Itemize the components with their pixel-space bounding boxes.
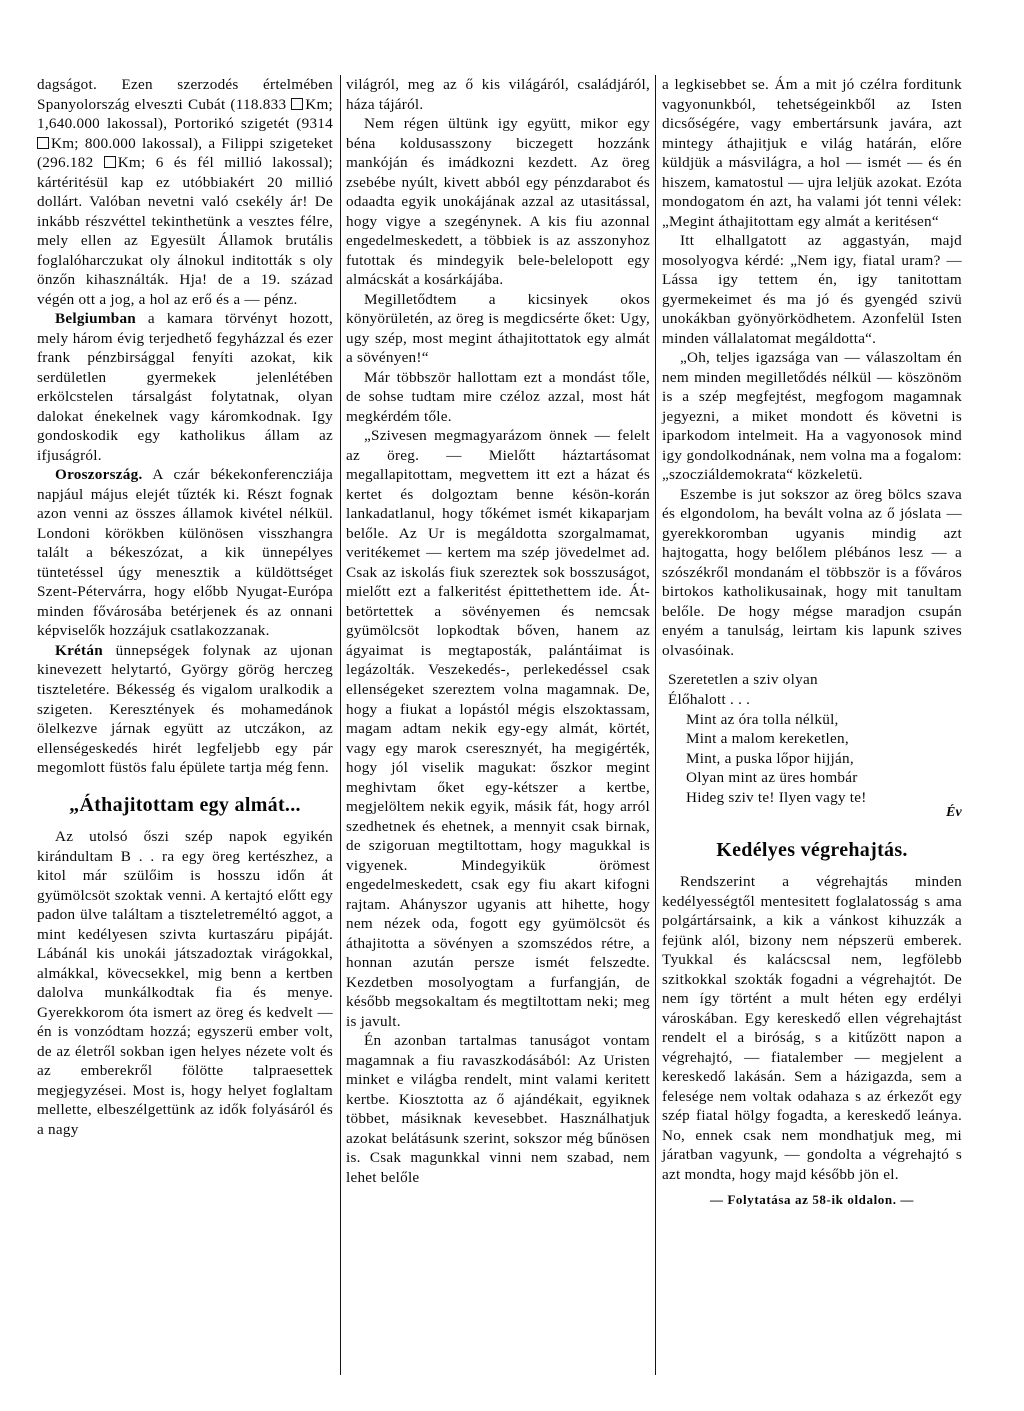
poem-line: Mint az óra tolla nélkül, bbox=[686, 710, 839, 728]
story-paragraph: Eszembe is jut sokszor az öreg bölcs szava és elgondolom, ha bevált volna az ő jóslata — gyerekkoromban ugyanis mindig azt hajtogatta, hogy belőlem plébános lesz — a szószékről mondanám el többször is a főváros birtokos katholikusainak, hogy mit tanultam belőle. De hogy mégse maradjon csupán enyém a tanulság, leirtam kis lapunk szives olvasóinak. bbox=[662, 485, 962, 659]
story-paragraph: Már többször hallottam ezt a mondást tőle, de sohse tudtam mire czéloz azzal, most hát megkérdém tőle. bbox=[346, 368, 650, 425]
poem-line: Mint, a puska lőpor hijján, bbox=[686, 749, 854, 767]
news-paragraph-belgium: Belgiumban a kamara törvényt hozott, mely három évig terjedhető fegyházzal és ezer frank pénzbirsággal fenyíti azokat, kik serdületlen gyermekek jelenlétében erkölcstelen társalgást folytatnak, olyan dalokat énekelnek vagy káromkodnak. Igy gondoskodik egy katholikus állam az ifjuságról. bbox=[37, 310, 333, 464]
column-1 bbox=[37, 75, 333, 1139]
story-paragraph: Megilletődtem a kicsinyek okos könyörületén, az öreg is megdicsérte őket: Ugy, ugy szép, most megint áthajitottatok egy almát a sövényen!“ bbox=[346, 290, 650, 367]
story-paragraph: Én azonban tartalmas tanuságot vontam magamnak a fiu ravaszkodásából: Az Uristen minket e világba rendelt, mint valami keritett kertbe. Kiosztotta az ő ajándékait, egyiknek többet, másiknak kevesebbet. Használhatjuk azokat belátásunk szerint, sokszor még bűnösen is. Csak magunkkal vinni nem szabad, nem lehet belőle bbox=[346, 1032, 650, 1186]
story-paragraph: a legkisebbet se. Ám a mit jó czélra forditunk vagyonunkból, tehetségeinkből az Isten dicsőségére, vagy embertársunk javára, azt mintegy áthajitjuk e világ határán, előre küldjük a másvilágra, a hol — ismét — és én hiszem, kamatostul — ujra leljük azokat. Ezóta mondogatom én azt, ha valami jót tenni vélek: „Megint áthajitottam egy almát a keritésen“ bbox=[662, 76, 962, 230]
column-2 bbox=[346, 75, 650, 1187]
story-paragraph: „Szivesen megmagyarázom önnek — felelt az öreg. — Mielőtt háztartásomat megallapitottam, megvettem itt ezt a házat és kertet és dolgoztam benne késön-korán lankadatlanul, hogy tőkémet ismét kikaparjam belőle. Az Ur is megáldotta szorgalmamat, veritékemet — kertem ma szép jövedelmet ad. Csak az iskolás fiuk szereztek sok bosszuságot, mielőtt ezt a falkeritést épittethettem ide. Át-betörtettek a sövényemen és nemcsak gyümölcsöt lopkodtak bőven, hanem az ágyaimat is megtaposták, palántáimat is legázolták. Veszekedés-, perlekedéssel csak ellenségeket szereztem volna magamnak. De, hogy a fiukat a lopástól mégis elszoktassam, magam adtam nekik egy-egy almát, körtét, vagy egy marok cseresznyét, ha megigérték, hogy jól viselik magukat: őszkor megint meghivtam őket egy-kétszer a kertbe, megjelöltem nekik egyik, másik fát, hogy arról szedhetnek és ehetnek, a mennyit csak birnak, de szigoruan megtiltottam, hogy magukkal is vigyenek. Mindegyikük örömest engedelmeskedett, csak egy fiu akart kifogni rajtam. Ahányszor ugyanis att hihette, hogy nem nézek oda, fogott egy gyümölcsöt és áthajitotta a sövényen a szomszédos rétre, a honnan azután persze ismét felszedte. Kezdetben mosolyogtam a furfangján, de később megsokaltam és megtiltottam neki; meg is javult. bbox=[346, 427, 650, 1030]
signature: Év bbox=[945, 805, 962, 821]
story-title: „Áthajitottam egy almát... bbox=[69, 793, 301, 816]
column-divider bbox=[340, 75, 341, 1375]
square-symbol-icon bbox=[104, 156, 116, 168]
section-title: Kedélyes végrehajtás. bbox=[716, 838, 908, 861]
poem bbox=[662, 670, 962, 807]
story-paragraph: világról, meg az ő kis világáról, családjáról, háza tájáról. bbox=[346, 76, 650, 113]
section-paragraph: Rendszerint a végrehajtás minden kedélyességtől mentesitett foglalatosság s ama polgártársaink, a kik a vánkost kihuzzák a fejünk alól, bizony nem népszerü emberek. Tyukkal és kalácscsal nem, legfölebb szitkokkal szokták fogadni a végrehajtót. De nem így történt a mult héten egy erdélyi városkában. Egy kereskedő ellen végrehajtást rendelt el a biróság, s a kitűzött napon a végrehajtó, — fiatalember — megjelent a kereskedő lakásán. Sem a házigazda, sem a felesége nem voltak odahaza s az érkezőt egy szép fiatal hölgy fogadta, a kereskedő leánya. No, ennek csak nem mondhatjuk meg, mi járatban vagyunk, — gondolta a végrehajtó s azt mondta, hogy majd később jön el. bbox=[662, 873, 962, 1183]
story-paragraph: „Oh, teljes igazsága van — válaszoltam én nem minden megilletődés nélkül — köszönöm is a szép megfejtést, megfogom magamnak jegyezni, a miket mondott és követni is iparkodom intelmeit. Ha a vagyonosok mind igy gondolkodnának, nem volna ma a fogalom: „szocziáldemokrata“ közkeletü. bbox=[662, 349, 962, 484]
poem-line: Olyan mint az üres hombár bbox=[686, 769, 858, 787]
story-paragraph: Itt elhallgatott az aggastyán, majd mosolyogva kérdé: „Nem igy, fiatal uram? — Lássa igy tettem én, igy tanitottam gyermekeimet és ma jó és gyengéd szivü unokákban gyönyörködhetem. Azonfelül Isten minden vállalatomat megáldotta“. bbox=[662, 232, 962, 347]
poem-line: Élőhalott . . . bbox=[668, 690, 751, 708]
story-paragraph: Az utolsó őszi szép napok egyikén kirándultam B . . ra egy öreg kertészhez, a kitol már szülőim is hosszu időn át gyümölcsöt szoktak venni. A kertajtó előtt egy padon ülve találtam a tiszteletreméltó aggot, a mint kedélyesen szivta kurtaszáru pipáját. Lábánál kis unokái játszadoztak virágokkal, almákkal, kövecsekkel, mig benn a kertben dalolva munkálkodtak fia és menye. Gyerekkorom óta ismert az öreg és kedvelt — én is vonzódtam hozzá; egyszerü ember volt, de az életről sokban igen helyes nézete volt és az emberekről fölötte talpraesettek megjegyzései. Most is, hogy helyet foglaltam mellette, elbeszélgettünk az idők folyásáról és a nagy bbox=[37, 828, 333, 1138]
news-paragraph-crete: Krétán ünnepségek folynak az ujonan kinevezett helytartó, György görög herczeg tiszteletére. Békesség és vigalom uralkodik a szigeten. Keresztények és mohamedánok ölelkezve járnak együtt az utczákon, az ellenségeskedés hirét legfeljebb egy pár megomlott füstös falu épülete tartja még fenn. bbox=[37, 641, 333, 777]
square-symbol-icon bbox=[37, 137, 49, 149]
story-paragraph: Nem régen ültünk igy együtt, mikor egy béna koldusasszony biczegett hozzánk mankóján és imádkozni kezdett. Az öreg zsebébe nyúlt, kivett abból egy pénzdarabot és odaadta egyik unokájának azzal az utasitással, hogy vigye a szegénynek. A kis fiu azonnal engedelmeskedett, a többiek is az asszonyhoz futottak és mindegyik bele-belelopott egy almácskát a kosárkájába. bbox=[346, 115, 650, 289]
news-paragraph-russia: Oroszország. A czár békekonferencziája napjául május elejét tűzték ki. Részt fognak azon venni az összes államok kivétel nélkül. Londoni körökben különösen visszhangra talált a békeszózat, a kik ünnepélyes tüntetéssel úgy menesztik a küldöttséget Szent-Pétervárra, hogy előbb Nyugat-Európa minden fővárosába betérjenek és az onnani képviselők hozzájuk csatlakozzanak. bbox=[37, 466, 333, 640]
continued-note: — Folytatása az 58-ik oldalon. — bbox=[709, 1192, 915, 1208]
poem-line: Hideg sziv te! Ilyen vagy te! bbox=[686, 788, 867, 806]
poem-line: Szeretetlen a sziv olyan bbox=[668, 671, 818, 689]
news-paragraph-spain: dagságot. Ezen szerzodés értelmében Spanyolország elveszti Cubát (118.833 Km; 1,640.000 lakossal), Portorikó szigetét (9314 Km; 800.000 lakossal), a Filippi szigeteket (296.182 Km; 6 és fél millió lakossal); kártéritésül kap ez utóbbiakért 20 millió dollárt. Valóban nevetni való csekély ár! De inkább részvéttel tekinthetünk a vesztes félre, mely ellen az Egyesült Államok brutális foglalóharczukat oly álnokul inditották s oly önzőn kihasználták. Hja! de a 19. század végén ott a jog, a hol az erő és a — pénz. bbox=[37, 76, 333, 308]
poem-line: Mint a malom kereketlen, bbox=[686, 730, 849, 748]
column-3 bbox=[662, 75, 962, 1210]
square-symbol-icon bbox=[291, 98, 303, 110]
column-divider bbox=[655, 75, 656, 1375]
